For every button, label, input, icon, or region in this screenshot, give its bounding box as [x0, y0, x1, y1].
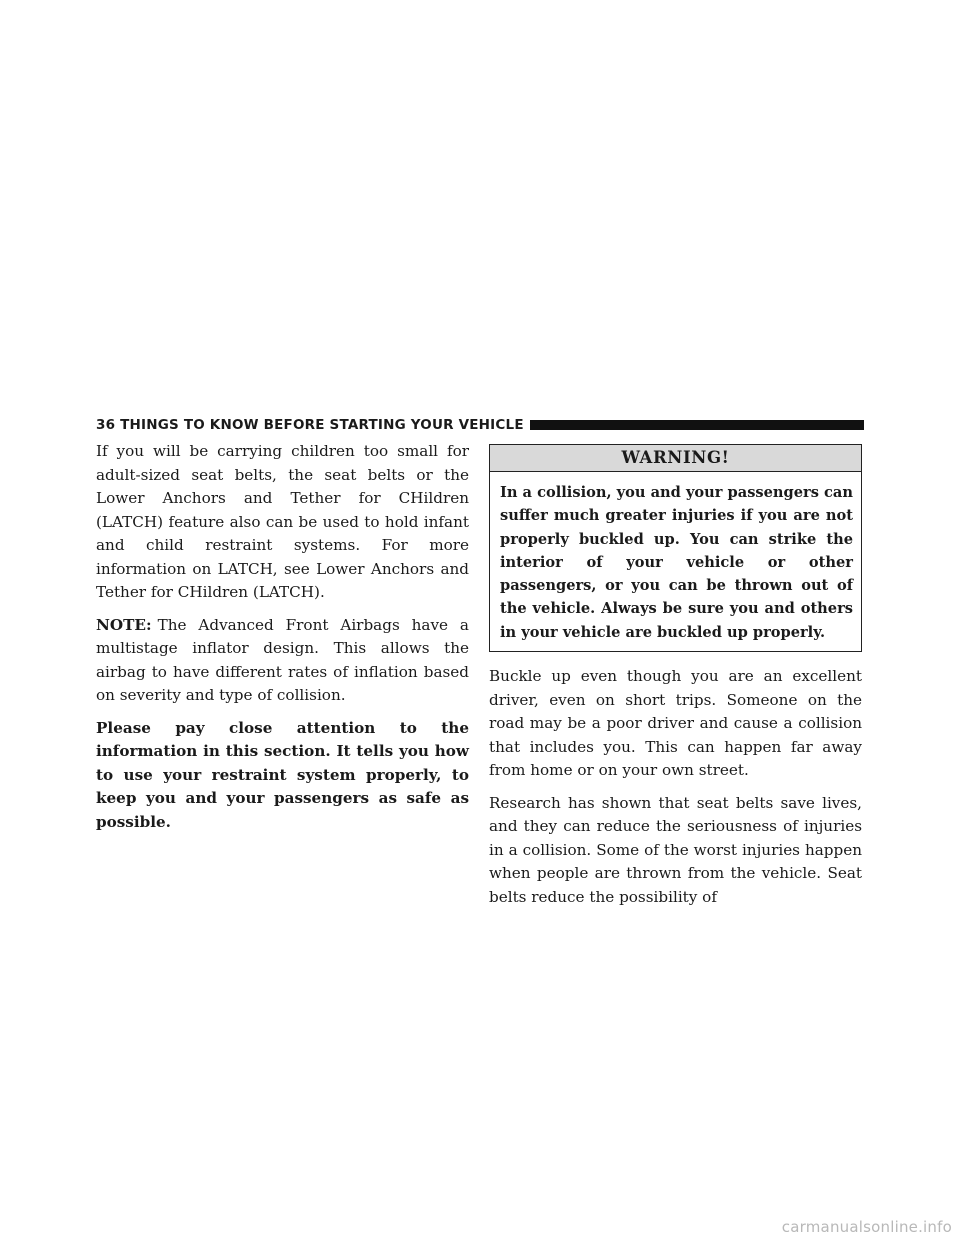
warning-text: In a collision, you and your passengers can suffer much greater injuries if you are not properly buckled up. You can strike the interior of your vehicle or other passengers, or you can be thrown out of the vehicle. Always be sure you and others in your vehicle are buckled up properly. [500, 484, 853, 641]
research-paragraph: Research has shown that seat belts save lives, and they can reduce the seriousness of injuries in a collision. Some of the worst injuries happen when people are thrown from the vehicle. Seat belts reduce the possibility of [489, 793, 862, 906]
note-paragraph [96, 614, 469, 708]
latch-paragraph: If you will be carrying children too small for adult-sized seat belts, the seat belts or the Lower Anchors and Tether for CHildren (LATCH) feature also can be used to hold infant and child restraint systems. For more information on LATCH, see Lower Anchors and Tether for CHildren (LATCH). [96, 442, 469, 601]
warning-box [489, 444, 862, 652]
note-label: NOTE: [96, 615, 152, 634]
watermark: carmanualsonline.info [781, 1218, 952, 1236]
right-column [489, 440, 862, 918]
buckle-up-paragraph: Buckle up even though you are an excellent driver, even on short trips. Someone on the road may be a poor driver and cause a collision that includes you. This can happen far away from home or on your own street. [489, 667, 862, 780]
left-column [96, 440, 469, 843]
note-text: The Advanced Front Airbags have a multistage inflator design. This allows the airbag to have different rates of inflation based on severity and type of collision. [96, 615, 469, 704]
header-rule [530, 420, 864, 430]
page-header [96, 416, 864, 434]
attention-paragraph: Please pay close attention to the information in this section. It tells you how to use your restraint system properly, to keep you and your passengers as safe as possible. [96, 718, 469, 831]
warning-title: WARNING! [490, 445, 861, 472]
page-number-and-section-title: 36 THINGS TO KNOW BEFORE STARTING YOUR VEHICLE [96, 417, 524, 433]
